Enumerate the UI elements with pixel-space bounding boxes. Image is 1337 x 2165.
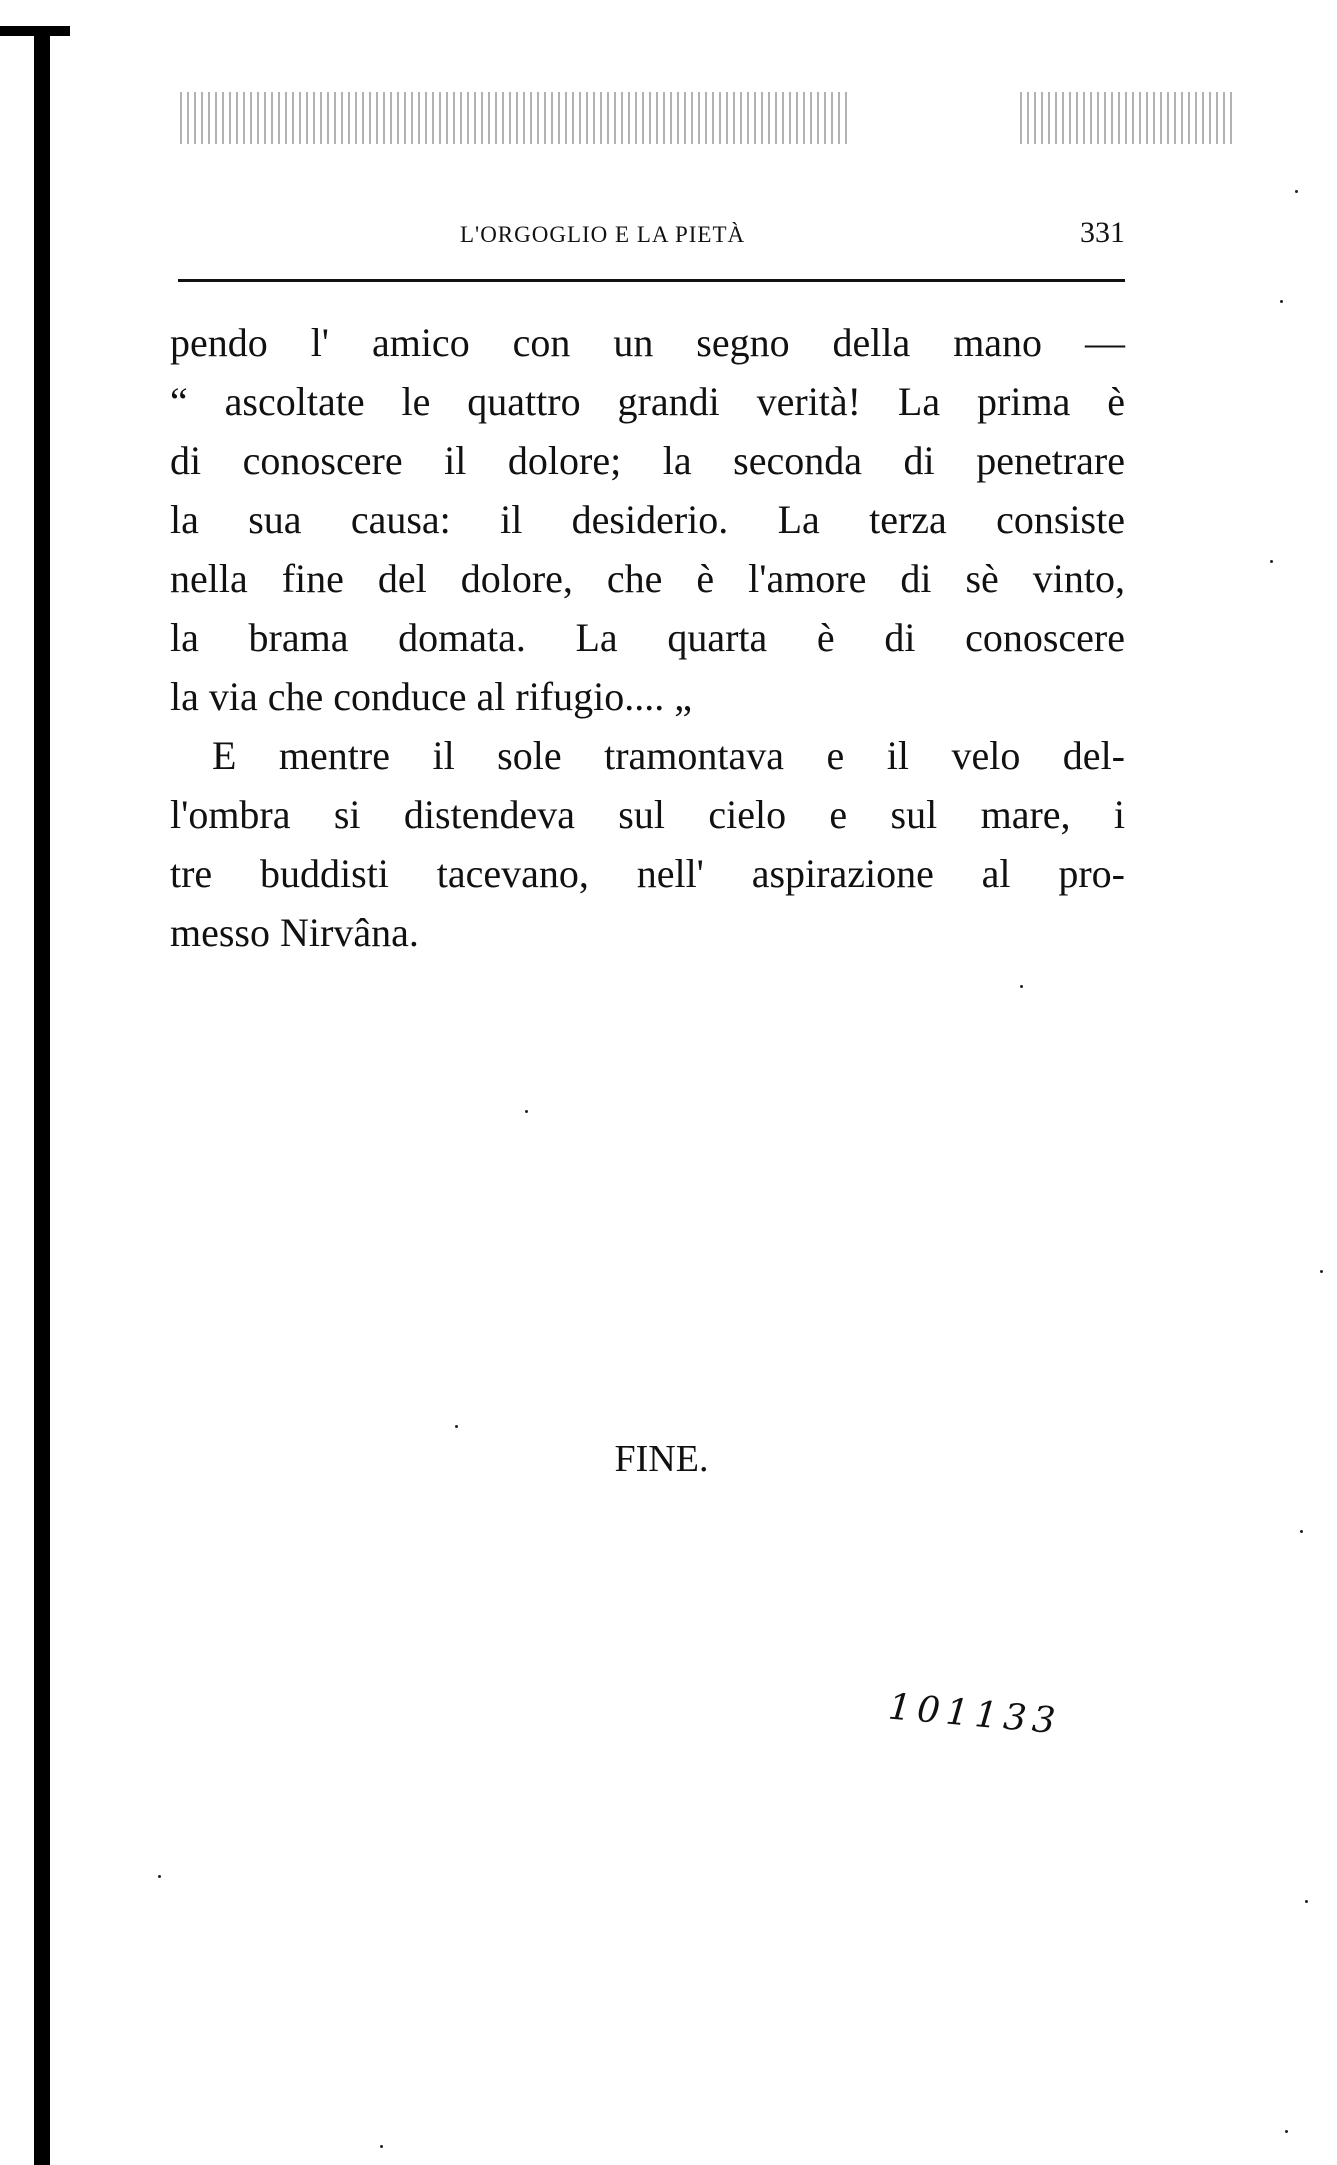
text-line: E mentre il sole tramontava e il velo del- (212, 733, 1125, 778)
body-text (170, 313, 1125, 962)
paper-speck (1320, 1270, 1323, 1273)
text-line: la sua causa: il desiderio. La terza consiste (170, 497, 1125, 542)
paper-speck (158, 1875, 161, 1878)
paper-speck (1270, 560, 1273, 563)
paper-speck (1280, 300, 1283, 303)
running-title: L'ORGOGLIO E LA PIETÀ (460, 222, 746, 247)
text-line: “ ascoltate le quattro grandi verità! La prima è (170, 379, 1125, 424)
paper-speck (455, 1425, 458, 1428)
paper-speck (380, 2145, 383, 2148)
text-line: tre buddisti tacevano, nell' aspirazione al pro- (170, 851, 1125, 896)
bleed-through-right (1020, 92, 1235, 144)
paper-speck (1300, 1530, 1303, 1533)
text-line: messo Nirvâna. (170, 910, 419, 955)
paper-speck (1295, 190, 1298, 193)
text-line: la brama domata. La quarta è di conoscere (170, 615, 1125, 660)
paper-speck (525, 1110, 528, 1113)
header-rule (178, 279, 1125, 282)
bleed-through-left (180, 92, 850, 144)
binding-edge (34, 28, 50, 2165)
page-number: 331 (1080, 216, 1125, 249)
text-line: nella fine del dolore, che è l'amore di sè vinto, (170, 556, 1125, 601)
end-mark (0, 1437, 1337, 1481)
page-header (170, 216, 1125, 262)
text-line: l'ombra si distendeva sul cielo e sul mare, i (170, 792, 1125, 837)
handwritten-shelf-mark: 101133 (886, 1686, 1063, 1743)
text-line: la via che conduce al rifugio.... „ (170, 674, 692, 719)
end-mark-text: FINE. (614, 1438, 709, 1480)
paper-speck (1020, 985, 1023, 988)
paper-speck (1285, 2130, 1288, 2133)
paper-speck (1305, 1900, 1308, 1903)
text-line: pendo l' amico con un segno della mano — (170, 320, 1125, 365)
text-line: di conoscere il dolore; la seconda di penetrare (170, 438, 1125, 483)
